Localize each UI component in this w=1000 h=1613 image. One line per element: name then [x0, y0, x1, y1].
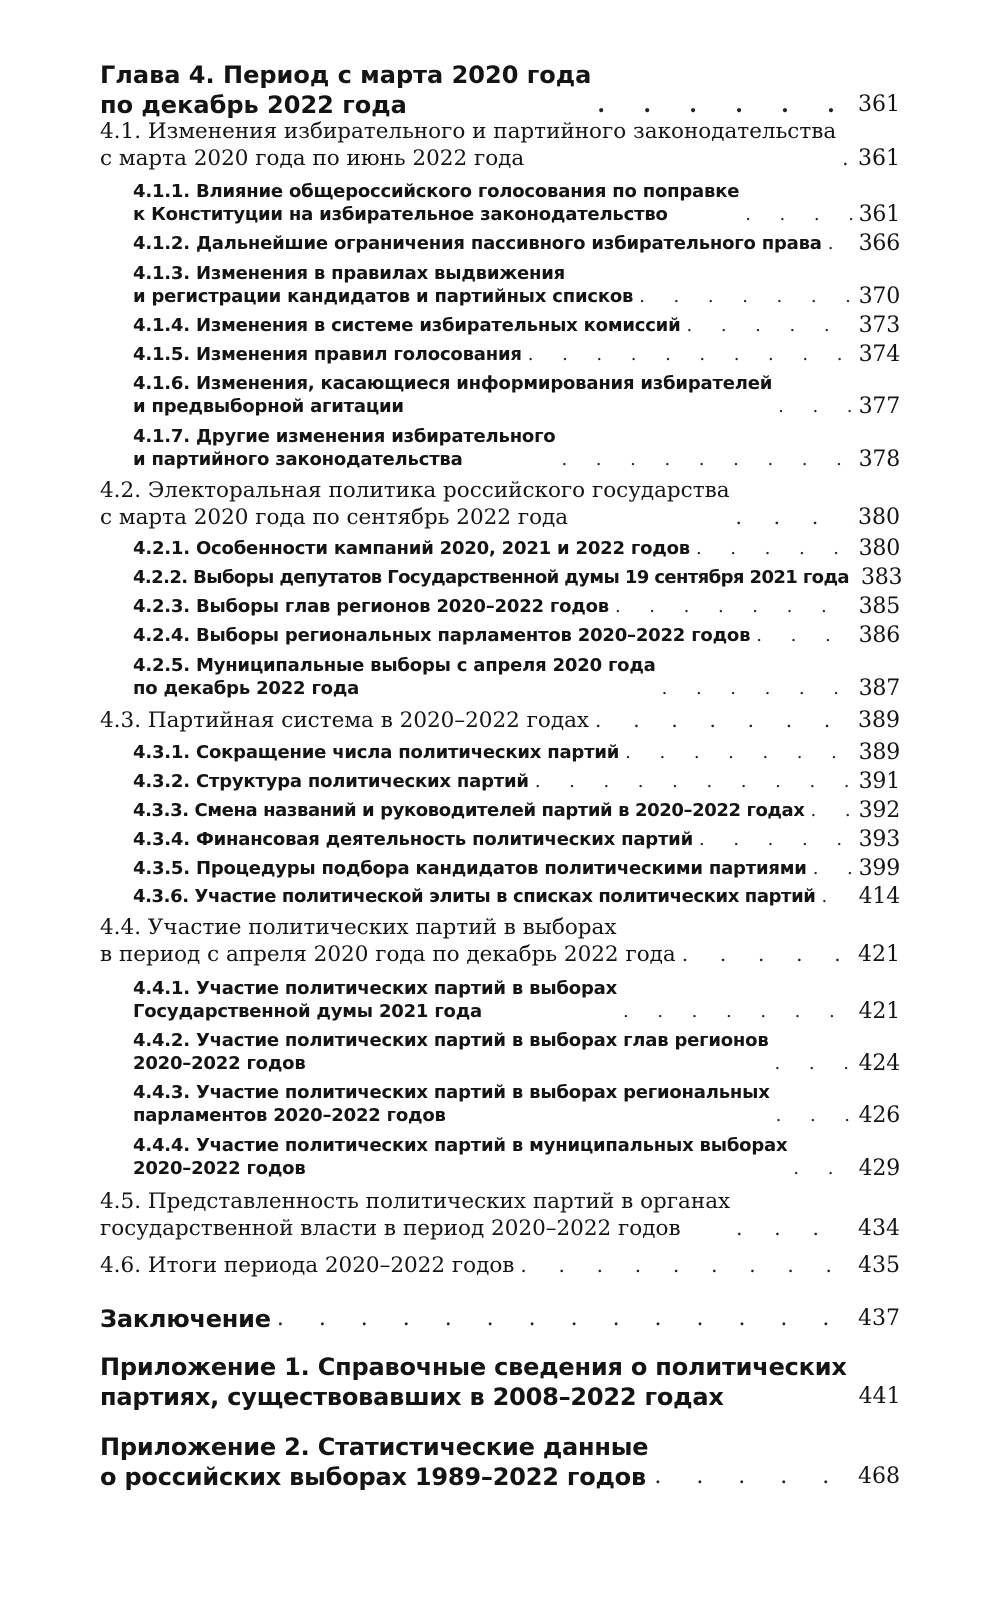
toc-entry-title-line: 4.1.6. Изменения, касающиеся информирования избирателей — [133, 373, 773, 394]
toc-page-number: 380 — [858, 505, 900, 530]
toc-entry-title-line: и регистрации кандидатов и партийных списков — [133, 286, 634, 307]
toc-page-number: 361 — [858, 146, 900, 171]
toc-page-number: 387 — [858, 676, 900, 701]
toc-entry-title-line: 4.3.1. Сокращение числа политических партий — [133, 742, 620, 763]
toc-page-number: 361 — [858, 202, 900, 227]
toc-entry-title-line: 4.1.2. Дальнейшие ограничения пассивного избирательного права — [133, 233, 822, 254]
toc-page-number: 377 — [858, 394, 900, 419]
toc-subsection-4-3-6[interactable] — [133, 885, 900, 908]
toc-entry-title-line: парламентов 2020–2022 годов — [133, 1105, 446, 1126]
leader-dots — [822, 885, 853, 908]
toc-entry-title-line: 4.1.1. Влияние общероссийского голосования по поправке — [133, 181, 740, 202]
leader-dots — [623, 1000, 853, 1023]
toc-entry-title-line: по декабрь 2022 года — [133, 678, 360, 699]
leader-dots — [597, 90, 852, 120]
toc-entry-title-line: 4.1.5. Изменения правил голосования — [133, 344, 522, 365]
leader-dots — [639, 285, 852, 308]
toc-page-number: 361 — [858, 92, 900, 117]
toc-subsection-4-1-3[interactable] — [133, 262, 900, 308]
toc-subsection-4-3-2[interactable] — [133, 770, 900, 793]
leader-dots — [756, 624, 852, 647]
toc-section-4-5[interactable] — [100, 1188, 900, 1242]
toc-entry-title-line: Глава 4. Период с марта 2020 года — [100, 61, 592, 89]
toc-entry-title-line: и предвыборной агитации — [133, 396, 404, 417]
toc-section-4-3[interactable] — [100, 707, 900, 734]
toc-entry-title-line: 4.3.4. Финансовая деятельность политических партий — [133, 829, 694, 850]
toc-subsection-4-1-4[interactable] — [133, 314, 900, 337]
toc-entry-title-line: 4.1. Изменения избирательного и партийного законодательства — [100, 119, 837, 144]
leader-dots — [528, 343, 853, 366]
leader-dots — [662, 677, 853, 700]
toc-entry-title-line: 4.5. Представленность политических партий в органах — [100, 1189, 731, 1214]
toc-entry-title-line: 4.2.5. Муниципальные выборы с апреля 2020 года — [133, 655, 656, 676]
leader-dots — [736, 1215, 852, 1242]
toc-entry-title-line: Приложение 2. Статистические данные — [100, 1433, 649, 1461]
toc-appendix-1[interactable] — [100, 1352, 900, 1412]
toc-page-number: 366 — [858, 231, 900, 256]
toc-page-number: 383 — [860, 565, 903, 590]
toc-subsection-4-3-5[interactable] — [133, 857, 900, 880]
leader-dots — [595, 707, 852, 734]
toc-entry-title-line: 4.4.2. Участие политических партий в выборах глав регионов — [133, 1030, 769, 1051]
toc-entry-title-line: 4.1.4. Изменения в системе избирательных комиссий — [133, 315, 681, 336]
leader-dots — [520, 1252, 852, 1279]
toc-entry-title-line: с марта 2020 года по сентябрь 2022 года — [100, 505, 569, 530]
toc-subsection-4-1-6[interactable] — [133, 372, 900, 418]
leader-dots — [828, 232, 853, 255]
toc-section-4-2[interactable] — [100, 477, 900, 531]
toc-subsection-4-2-3[interactable] — [133, 595, 900, 618]
toc-entry-title-line: 4.3.5. Процедуры подбора кандидатов политическими партиями — [133, 858, 807, 879]
toc-page-number: 421 — [858, 942, 900, 967]
toc-page-number: 437 — [858, 1306, 900, 1331]
toc-page-number: 392 — [858, 798, 900, 823]
toc-entry-title-line: 4.2.2. Выборы депутатов Государственной думы 19 сентября 2021 года — [133, 567, 849, 588]
toc-entry-title-line: 4.2.4. Выборы региональных парламентов 2020–2022 годов — [133, 625, 751, 646]
toc-page-number: 389 — [858, 708, 900, 733]
leader-dots — [696, 537, 853, 560]
toc-page-number: 370 — [858, 284, 900, 309]
toc-page-number: 468 — [858, 1464, 900, 1489]
toc-section-4-1[interactable] — [100, 118, 900, 172]
toc-entry-title-line: с марта 2020 года по июнь 2022 года — [100, 146, 525, 171]
toc-entry-title-line: 4.3.6. Участие политической элиты в списках политических партий — [133, 886, 816, 907]
leader-dots — [842, 145, 852, 172]
toc-entry-title-line: 4.3.2. Структура политических партий — [133, 771, 529, 792]
toc-entry-title-line: 4.2. Электоральная политика российского государства — [100, 478, 730, 503]
toc-entry-title-line: 4.4.3. Участие политических партий в выборах региональных — [133, 1082, 770, 1103]
toc-page-number: 399 — [858, 856, 900, 881]
toc-page-number: 389 — [858, 740, 900, 765]
toc-subsection-4-2-4[interactable] — [133, 624, 900, 647]
toc-subsection-4-1-1[interactable] — [133, 180, 900, 226]
toc-subsection-4-1-5[interactable] — [133, 343, 900, 366]
toc-page-number: 391 — [858, 769, 900, 794]
toc-entry-title-line: Государственной думы 2021 года — [133, 1001, 482, 1022]
leader-dots — [699, 828, 853, 851]
toc-page-number: 435 — [858, 1253, 900, 1278]
toc-entry-title-line: 4.4. Участие политических партий в выборах — [100, 915, 617, 940]
toc-entry-title-line: о российских выборах 1989–2022 годов — [100, 1463, 646, 1491]
toc-entry-title-line: 4.4.1. Участие политических партий в выборах — [133, 978, 618, 999]
leader-dots — [561, 448, 852, 471]
leader-dots — [654, 1462, 852, 1492]
leader-dots — [682, 941, 852, 968]
toc-entry-title-line: по декабрь 2022 года — [100, 91, 407, 119]
toc-entry-title-line: 4.3.3. Смена названий и руководителей партий в 2020–2022 годах — [133, 800, 805, 821]
toc-entry-title-line: партиях, существовавших в 2008–2022 годах — [100, 1383, 724, 1411]
toc-page-number: 386 — [858, 623, 900, 648]
toc-entry-title-line: 4.2.1. Особенности кампаний 2020, 2021 и 2022 годов — [133, 538, 690, 559]
toc-entry-title-line: 2020–2022 годов — [133, 1053, 306, 1074]
toc-subsection-4-3-3[interactable] — [133, 799, 900, 822]
leader-dots — [745, 203, 852, 226]
toc-entry-title-line: 4.2.3. Выборы глав регионов 2020–2022 годов — [133, 596, 609, 617]
toc-section-4-4[interactable] — [100, 914, 900, 968]
toc-page-number: 421 — [858, 999, 900, 1024]
toc-chapter-4[interactable] — [100, 60, 900, 120]
toc-subsection-4-2-1[interactable] — [133, 537, 900, 560]
toc-entry-title-line: государственной власти в период 2020–2022 годов — [100, 1216, 681, 1241]
toc-entry-title-line: 4.1.7. Другие изменения избирательного — [133, 426, 556, 447]
toc-page-number: 434 — [858, 1216, 900, 1241]
toc-page-number: 378 — [858, 447, 900, 472]
toc-entry-title-line: в период с апреля 2020 года по декабрь 2022 года — [100, 942, 676, 967]
toc-page-number: 429 — [858, 1156, 900, 1181]
leader-dots — [615, 595, 853, 618]
toc-subsection-4-1-7[interactable] — [133, 425, 900, 471]
toc-subsection-4-1-2[interactable] — [133, 232, 900, 255]
toc-page-number: 393 — [858, 827, 900, 852]
leader-dots — [793, 1157, 852, 1180]
toc-appendix-2[interactable] — [100, 1432, 900, 1492]
toc-page-number: 373 — [858, 313, 900, 338]
toc-entry-title-line: Заключение — [100, 1305, 271, 1333]
toc-subsection-4-3-1[interactable] — [133, 741, 900, 764]
toc-entry-title-line: к Конституции на избирательное законодательство — [133, 204, 668, 225]
leader-dots — [775, 1052, 853, 1075]
toc-page-number: 385 — [858, 594, 900, 619]
leader-dots — [776, 1104, 853, 1127]
toc-entry-title-line: и партийного законодательства — [133, 449, 463, 470]
toc-entry-title-line: 2020–2022 годов — [133, 1158, 306, 1179]
toc-subsection-4-3-4[interactable] — [133, 828, 900, 851]
toc-section-4-6[interactable] — [100, 1252, 900, 1279]
toc-entry-title-line: 4.1.3. Изменения в правилах выдвижения — [133, 263, 565, 284]
toc-subsection-4-4-4[interactable] — [133, 1134, 900, 1180]
toc-page-number: 380 — [858, 536, 900, 561]
toc-subsection-4-2-2[interactable] — [133, 565, 903, 590]
toc-page-number: 424 — [858, 1051, 900, 1076]
leader-dots — [687, 314, 853, 337]
leader-dots — [778, 395, 852, 418]
toc-conclusion[interactable] — [100, 1304, 900, 1334]
toc-entry-title-line: 4.3. Партийная система в 2020–2022 годах — [100, 708, 590, 733]
toc-page-number: 374 — [858, 342, 900, 367]
toc-page-number: 441 — [858, 1384, 901, 1409]
leader-dots — [813, 857, 853, 880]
toc-page-number: 426 — [858, 1103, 900, 1128]
leader-dots — [625, 741, 852, 764]
toc-entry-title-line: 4.4.4. Участие политических партий в муниципальных выборах — [133, 1135, 788, 1156]
toc-page-number: 414 — [858, 884, 900, 909]
leader-dots — [811, 799, 853, 822]
toc-subsection-4-4-1[interactable] — [133, 977, 900, 1023]
toc-subsection-4-2-5[interactable] — [133, 654, 900, 700]
leader-dots — [277, 1304, 852, 1334]
toc-entry-title-line: Приложение 1. Справочные сведения о политических — [100, 1353, 847, 1381]
leader-dots — [535, 770, 853, 793]
toc-subsection-4-4-2[interactable] — [133, 1029, 900, 1075]
leader-dots — [736, 504, 852, 531]
toc-subsection-4-4-3[interactable] — [133, 1081, 900, 1127]
toc-entry-title-line: 4.6. Итоги периода 2020–2022 годов — [100, 1253, 515, 1278]
